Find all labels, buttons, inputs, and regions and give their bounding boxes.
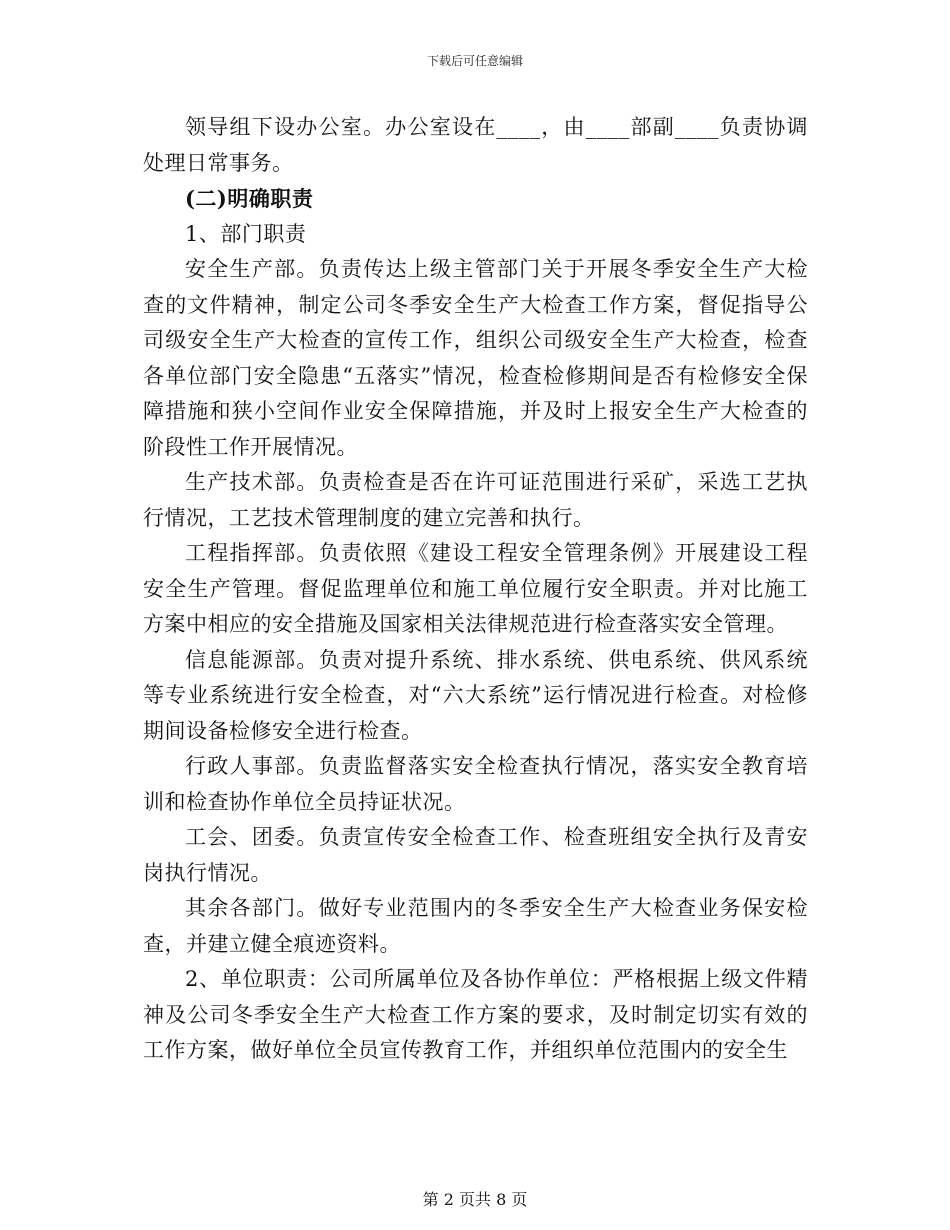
paragraph-info-energy-dept: 信息能源部。负责对提升系统、排水系统、供电系统、供风系统等专业系统进行安全检查，对“六大系统”运行情况进行检查。对检修期间设备检修安全进行检查。 [143, 647, 808, 743]
paragraph-safety-production-dept: 安全生产部。负责传达上级主管部门关于开展冬季安全生产大检查的文件精神，制定公司冬季安全生产大检查工作方案，督促指导公司级安全生产大检查的宣传工作，组织公司级安全生产大检查，检查各单位部门安全隐患“五落实”情况，检查检修期间是否有检修安全保障措施和狭小空间作业安全保障措施，并及时上报安全生产大检查的阶段性工作开展情况。 [143, 257, 808, 459]
page-footer: 第 2 页共 8 页 [422, 1190, 528, 1209]
paragraph-union-league: 工会、团委。负责宣传安全检查工作、检查班组安全执行及青安岗执行情况。 [143, 825, 808, 885]
paragraph-other-depts: 其余各部门。做好专业范围内的冬季安全生产大检查业务保安检查，并建立健全痕迹资料。 [143, 896, 808, 956]
paragraph-production-tech-dept: 生产技术部。负责检查是否在许可证范围进行采矿，采选工艺执行情况，工艺技术管理制度的建立完善和执行。 [143, 470, 808, 530]
section-heading-responsibilities: (二)明确职责 [185, 186, 314, 211]
paragraph-unit-duties: 2、单位职责：公司所属单位及各协作单位：严格根据上级文件精神及公司冬季安全生产大检查工作方案的要求，及时制定切实有效的工作方案，做好单位全员宣传教育工作，并组织单位范围内的安全生 [143, 967, 808, 1062]
paragraph-engineering-dept: 工程指挥部。负责依照《建设工程安全管理条例》开展建设工程安全生产管理。督促监理单位和施工单位履行安全职责。并对比施工方案中相应的安全措施及国家相关法律规范进行检查落实安全管理。 [143, 541, 808, 636]
paragraph-office: 领导组下设办公室。办公室设在____，由____部副____负责协调处理日常事务。 [143, 115, 808, 175]
page-header: 下载后可任意编辑 [426, 54, 523, 68]
subheading-department-duties: 1、部门职责 [185, 221, 307, 246]
paragraph-admin-hr-dept: 行政人事部。负责监督落实安全检查执行情况，落实安全教育培训和检查协作单位全员持证状况。 [143, 754, 808, 814]
document-body [143, 110, 808, 1069]
